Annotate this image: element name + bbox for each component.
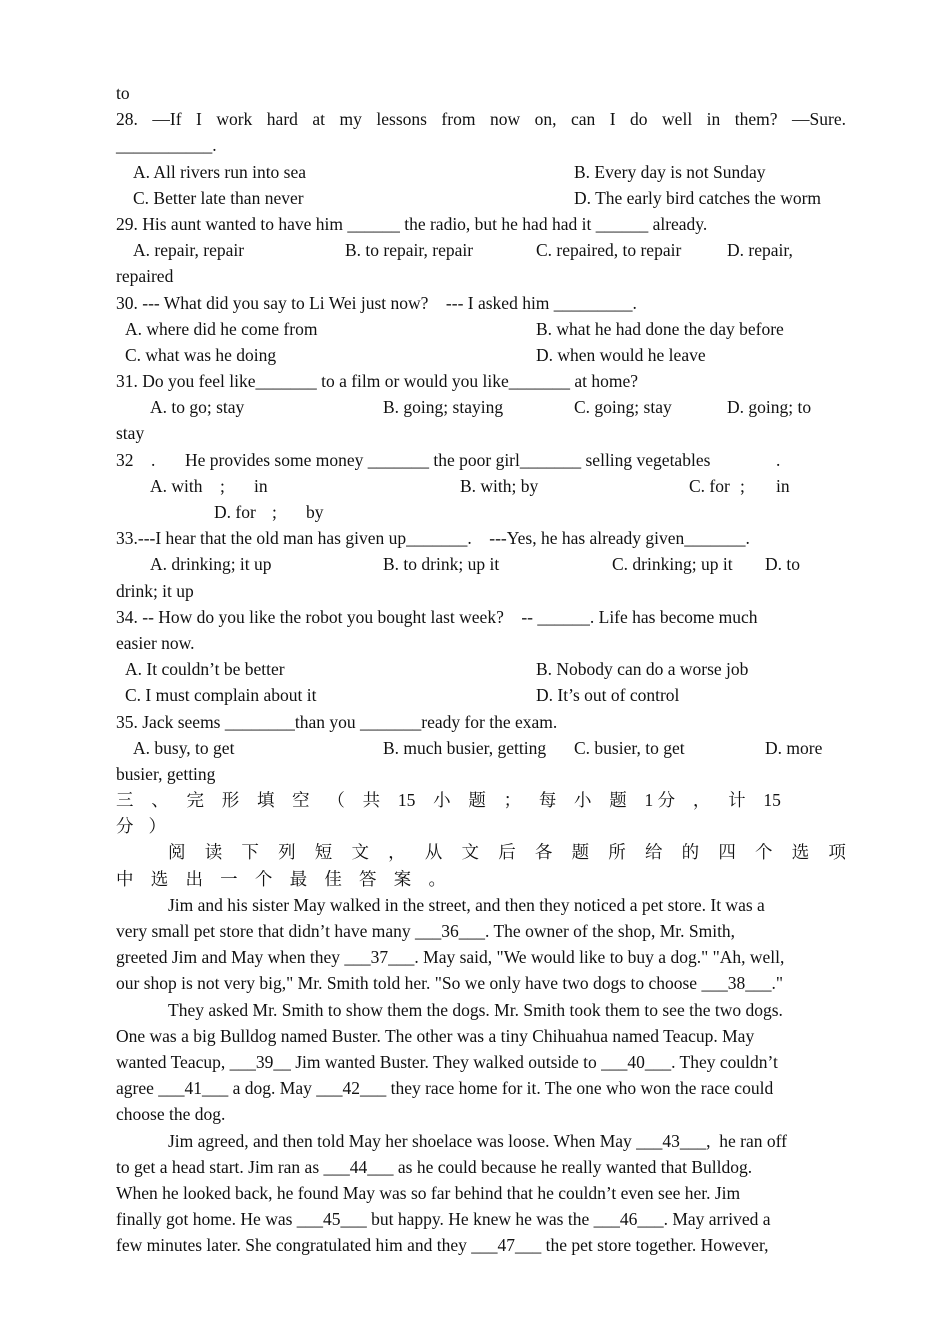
option-text: C. busier, to get	[574, 737, 685, 758]
heading-char: 案	[393, 868, 412, 889]
option-text: ;	[740, 475, 745, 496]
section-heading-line	[116, 866, 846, 892]
paragraph-first-line: Jim and his sister May walked in the street, and then they noticed a pet store. It was a	[168, 894, 765, 915]
option-text: ;	[272, 502, 277, 522]
text-line: easier now.	[116, 632, 195, 653]
option-text: He provides some money _______ the poor girl_______ selling vegetables	[185, 449, 711, 470]
option-text: A. with	[150, 475, 203, 496]
options-line	[116, 551, 846, 577]
text-line: One was a big Bulldog named Buster. The other was a tiny Chihuahua named Teacup. May	[116, 1025, 755, 1046]
text-line: busier, getting	[116, 763, 216, 784]
options-line	[116, 185, 846, 211]
heading-char: 的	[681, 842, 700, 863]
options-line	[116, 473, 846, 499]
text-line: our shop is not very big," Mr. Smith told her. "So we only have two dogs to choose ___38___."	[116, 973, 783, 994]
section-heading-line	[116, 813, 846, 839]
option-text: B. much busier, getting	[383, 737, 547, 758]
heading-char: 。	[428, 868, 446, 889]
heading-char: 列	[278, 842, 296, 863]
heading-char: 四	[718, 842, 736, 863]
options-line	[116, 735, 846, 761]
heading-char: 个	[755, 842, 773, 863]
heading-char: ；	[503, 790, 522, 811]
heading-char: 、	[151, 790, 169, 811]
heading-char: ，	[388, 842, 406, 863]
heading-char: 填	[256, 790, 275, 811]
heading-char: 题	[571, 842, 590, 863]
heading-char: 题	[468, 790, 486, 811]
option-text: A. repair, repair	[133, 240, 245, 261]
option-text: C. I must complain about it	[125, 685, 317, 706]
heading-char: 读	[204, 842, 223, 863]
option-text: D. when would he leave	[536, 344, 706, 365]
options-line	[116, 342, 846, 368]
text-line: stay	[116, 423, 145, 444]
text-line: 33.---I hear that the old man has given up_______. ---Yes, he has already given_______.	[116, 528, 750, 549]
paragraph-first-line: They asked Mr. Smith to show them the dogs. Mr. Smith took them to see the two dogs.	[168, 999, 783, 1020]
text-line: finally got home. He was ___45___ but happy. He knew he was the ___46___. May arrived a	[116, 1209, 771, 1230]
heading-char: 个	[254, 868, 273, 889]
heading-char: 三	[116, 790, 134, 811]
heading-char: 一	[220, 868, 238, 889]
document-page	[116, 80, 846, 1258]
heading-char: 共	[362, 790, 381, 811]
option-text: B. with; by	[460, 475, 539, 496]
text-line: to get a head start. Jim ran as ___44___ as he could because he really wanted that Bulldog.	[116, 1156, 753, 1177]
options-line	[116, 394, 846, 420]
text-line: 34. -- How do you like the robot you bought last week? -- ______. Life has become much	[116, 606, 758, 627]
option-text: C. going; stay	[574, 397, 672, 418]
heading-char: 形	[221, 790, 240, 811]
heading-char: 文	[351, 842, 369, 863]
options-line	[116, 316, 846, 342]
heading-char: 每	[538, 790, 557, 811]
heading-char: 题	[609, 790, 627, 811]
text-line: repaired	[116, 266, 174, 287]
text-line: choose the dog.	[116, 1104, 226, 1125]
option-text: D. to	[765, 554, 800, 575]
heading-char: 下	[241, 842, 259, 863]
heading-char: 短	[314, 842, 333, 863]
text-line: wanted Teacup, ___39__ Jim wanted Buster. They walked outside to ___40___. They couldn’t	[116, 1051, 778, 1072]
text-line: 30. --- What did you say to Li Wei just now? --- I asked him _________.	[116, 292, 637, 313]
option-text: B. going; staying	[383, 397, 504, 418]
option-text: A. drinking; it up	[150, 554, 272, 575]
option-text: B. Every day is not Sunday	[574, 161, 766, 182]
section-heading-line	[116, 839, 846, 865]
option-text: D. for	[214, 502, 256, 522]
heading-char: 空	[292, 790, 310, 811]
option-text: D. going; to	[727, 397, 812, 418]
option-text: A. All rivers run into sea	[133, 161, 307, 182]
text-line: 29. His aunt wanted to have him ______ the radio, but he had had it ______ already.	[116, 213, 708, 234]
text-line: drink; it up	[116, 580, 194, 601]
heading-char: 分	[116, 816, 134, 837]
option-text: B. Nobody can do a worse job	[536, 659, 749, 680]
option-text: D. It’s out of control	[536, 685, 680, 706]
option-text: in	[776, 475, 790, 496]
option-text: ;	[220, 475, 225, 496]
option-text: D. more	[765, 737, 823, 758]
heading-char: 最	[289, 868, 308, 889]
heading-char: 所	[608, 842, 626, 863]
option-text: B. to drink; up it	[383, 554, 500, 575]
heading-char: 后	[498, 842, 516, 863]
option-text: C. drinking; up it	[612, 554, 733, 575]
option-text: B. to repair, repair	[345, 240, 474, 261]
option-text: C. for	[689, 475, 730, 496]
option-text: in	[254, 475, 268, 496]
heading-char: 答	[359, 868, 377, 889]
heading-char: 出	[185, 868, 203, 889]
text-line: When he looked back, he found May was so far behind that he couldn’t even see her. Jim	[116, 1182, 741, 1203]
text-line: very small pet store that didn’t have many ___36___. The owner of the shop, Mr. Smith,	[116, 921, 736, 941]
option-text: A. busy, to get	[133, 737, 235, 758]
heading-char: 选	[791, 842, 810, 863]
text-line: 31. Do you feel like_______ to a film or would you like_______ at home?	[116, 371, 638, 392]
paragraph-first-line: Jim agreed, and then told May her shoelace was loose. When May ___43___, he ran off	[168, 1130, 787, 1151]
heading-char: （	[327, 790, 345, 811]
option-text: D. The early bird catches the worm	[574, 187, 822, 208]
text-line: 28. —If I work hard at my lessons from now on, can I do well in them? —Sure.	[116, 109, 846, 130]
option-text: A. where did he come from	[125, 318, 318, 339]
heading-char: 从	[424, 842, 443, 863]
heading-char: 阅	[168, 842, 186, 863]
heading-char: ，	[692, 790, 711, 811]
options-line	[116, 237, 846, 263]
option-text: A. to go; stay	[150, 397, 245, 418]
heading-char: 计	[728, 790, 746, 811]
heading-char: 选	[150, 868, 169, 889]
option-text: B. what he had done the day before	[536, 318, 784, 339]
heading-char: 项	[828, 842, 846, 863]
options-line	[116, 499, 846, 525]
heading-char: ）	[148, 816, 166, 837]
text-line: few minutes later. She congratulated him and they ___47___ the pet store together. However,	[116, 1235, 769, 1256]
heading-char: 佳	[324, 868, 342, 889]
heading-char: 小	[574, 790, 592, 811]
options-line	[116, 656, 846, 682]
heading-char: 完	[186, 790, 204, 811]
option-text: .	[151, 449, 156, 470]
text-line: agree ___41___ a dog. May ___42___ they race home for it. The one who won the race could	[116, 1078, 774, 1099]
option-text: C. repaired, to repair	[536, 240, 682, 261]
option-text: by	[306, 502, 324, 522]
option-text: A. It couldn’t be better	[125, 659, 285, 680]
heading-char: 15	[763, 790, 781, 811]
heading-char: 中	[116, 868, 134, 889]
heading-char: 小	[433, 790, 451, 811]
heading-char: 1 分	[644, 790, 676, 811]
heading-char: 给	[644, 842, 663, 863]
heading-char: 各	[534, 842, 553, 863]
option-text: D. repair,	[727, 240, 793, 261]
options-line	[116, 159, 846, 185]
text-line: 35. Jack seems ________than you _______ready for the exam.	[116, 711, 558, 732]
option-text: 32	[116, 449, 134, 470]
options-line	[116, 682, 846, 708]
text-line: to	[116, 83, 130, 103]
option-text: .	[776, 449, 781, 470]
option-text: C. what was he doing	[125, 344, 277, 365]
options-line	[116, 447, 846, 473]
text-line: ___________.	[116, 135, 217, 156]
heading-char: 文	[461, 842, 479, 863]
heading-char: 15	[397, 790, 416, 811]
text-line: greeted Jim and May when they ___37___. May said, "We would like to buy a dog." "Ah, well,	[116, 947, 785, 968]
option-text: C. Better late than never	[133, 187, 304, 208]
section-heading-line	[116, 787, 846, 813]
